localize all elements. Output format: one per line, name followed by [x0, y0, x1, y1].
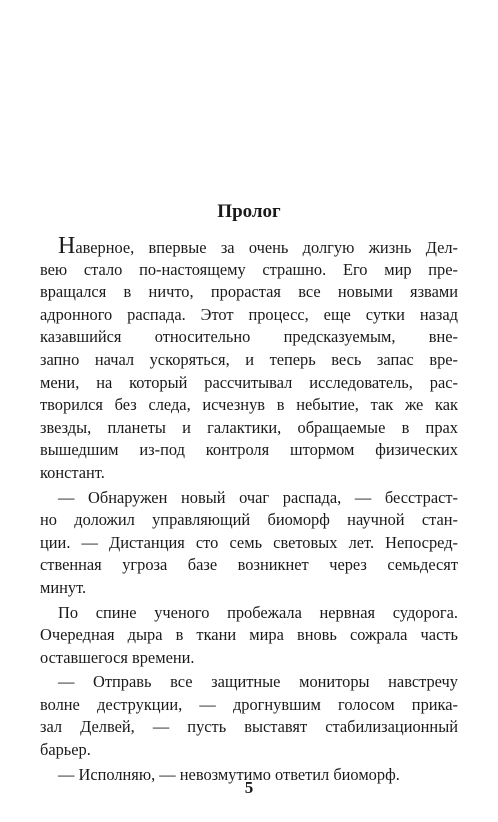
text-line: творился без следа, исчезнув в небытие, так же как	[40, 395, 458, 415]
text-line: оставшегося времени.	[40, 647, 195, 667]
text-line: ции. — Дистанция сто семь световых лет. Непосред-	[40, 532, 458, 552]
text-line: Очередная дыра в ткани мира вновь сожрала часть	[40, 625, 458, 645]
text-line: — Обнаружен новый очаг распада, — бесстраст-	[58, 487, 458, 507]
text-line: вышедшим из-под контроля штормом физических	[40, 440, 458, 460]
text-line: волне деструкции, — дрогнувшим голосом прика-	[40, 694, 458, 714]
text-line: вею стало по-настоящему страшно. Его мир пре-	[40, 259, 458, 279]
text-line: — Отправь все защитные мониторы навстречу	[58, 672, 458, 692]
paragraph	[40, 233, 458, 485]
text-line: мени, на который рассчитывал исследователь, рас-	[40, 372, 458, 392]
paragraph	[40, 671, 458, 761]
drop-cap: Н	[58, 233, 76, 259]
page-number: 5	[244, 778, 254, 797]
text-line: минут.	[40, 577, 87, 597]
text-line: барьер.	[40, 740, 91, 760]
text-line: адронного распада. Этот процесс, еще сутки назад	[40, 304, 458, 324]
page-content	[40, 200, 458, 786]
text-line: — Исполняю, — невозмутимо ответил биоморф.	[58, 764, 400, 784]
paragraph	[40, 602, 458, 670]
chapter-title: Пролог	[217, 201, 281, 222]
text-line: зал Делвей, — пусть выставят стабилизационный	[40, 717, 458, 737]
text-line: констант.	[40, 462, 105, 482]
paragraph	[40, 487, 458, 600]
text-line: Наверное, впервые за очень долгую жизнь Дел-	[58, 233, 458, 259]
body-text	[40, 233, 458, 786]
text-line: казавшийся относительно предсказуемым, вне-	[40, 327, 458, 347]
text-line: запно начал ускоряться, и теперь весь запас вре-	[40, 349, 458, 369]
text-line: звезды, планеты и галактики, обращаемые в прах	[40, 417, 458, 437]
text-line: По спине ученого пробежала нервная судорога.	[58, 602, 458, 622]
text-line: вращался в ничто, прорастая все новыми язвами	[40, 282, 458, 302]
text-line: но доложил управляющий биоморф научной стан-	[40, 510, 458, 530]
text-line: ственная угроза базе возникнет через семьдесят	[40, 555, 458, 575]
